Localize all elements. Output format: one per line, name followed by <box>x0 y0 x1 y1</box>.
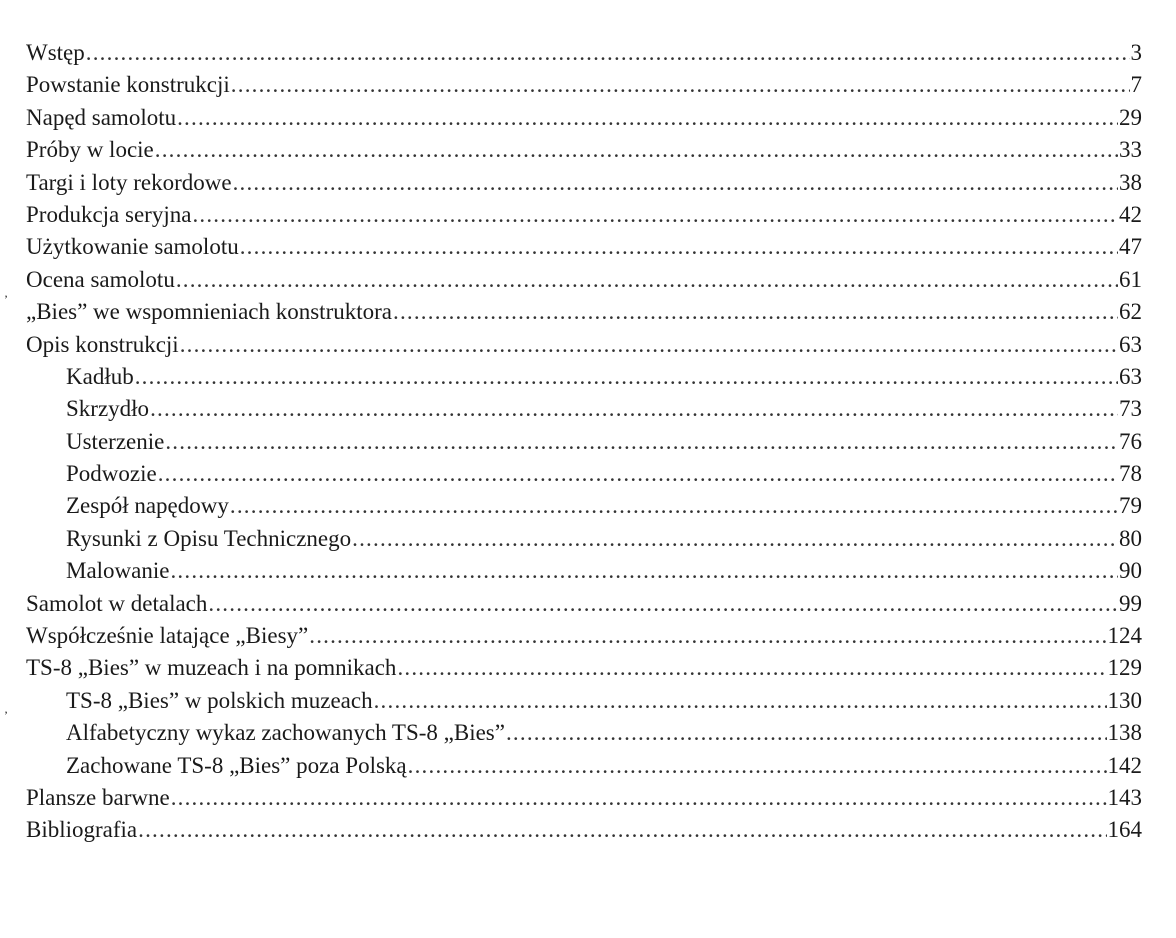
table-of-contents <box>26 37 1142 847</box>
toc-subentry <box>26 717 1142 749</box>
toc-entry-title: Współcześnie latające „Biesy” <box>26 623 309 649</box>
toc-entry-title: Ocena samolotu <box>26 266 175 292</box>
toc-entry-title: Samolot w detalach <box>26 590 208 616</box>
toc-subentry <box>26 685 1142 717</box>
toc-entry-title: Malowanie <box>66 558 170 584</box>
toc-entry-title: Usterzenie <box>66 428 165 454</box>
toc-entry-page: 33 <box>1119 137 1142 163</box>
toc-entry-page: 99 <box>1119 590 1142 616</box>
toc-entry-title: Opis konstrukcji <box>26 331 179 357</box>
dot-leader <box>155 134 1118 166</box>
dot-leader <box>170 555 1118 587</box>
toc-entry <box>26 199 1142 231</box>
toc-entry <box>26 588 1142 620</box>
toc-entry-page: 79 <box>1119 493 1142 519</box>
toc-entry-page: 130 <box>1107 687 1142 713</box>
toc-entry <box>26 69 1142 101</box>
toc-entry-page: 73 <box>1119 396 1142 422</box>
toc-entry <box>26 264 1142 296</box>
toc-entry-page: 63 <box>1119 363 1142 389</box>
dot-leader <box>176 264 1118 296</box>
dot-leader <box>240 231 1118 263</box>
toc-entry-page: 62 <box>1119 299 1142 325</box>
toc-entry-title: Alfabetyczny wykaz zachowanych TS-8 „Bies” <box>66 720 505 746</box>
toc-entry-page: 76 <box>1119 428 1142 454</box>
toc-entry <box>26 102 1142 134</box>
toc-subentry <box>26 523 1142 555</box>
toc-subentry <box>26 458 1142 490</box>
dot-leader <box>150 393 1118 425</box>
dot-leader <box>208 588 1118 620</box>
dot-leader <box>374 685 1107 717</box>
toc-entry-title: TS-8 „Bies” w polskich muzeach <box>66 687 373 713</box>
toc-entry <box>26 620 1142 652</box>
dot-leader <box>158 458 1118 490</box>
dot-leader <box>230 490 1118 522</box>
toc-entry-title: „Bies” we wspomnieniach konstruktora <box>26 299 392 325</box>
toc-entry-title: Podwozie <box>66 461 157 487</box>
toc-entry-title: TS-8 „Bies” w muzeach i na pomnikach <box>26 655 397 681</box>
toc-entry-page: 143 <box>1107 784 1142 810</box>
toc-entry-page: 138 <box>1107 720 1142 746</box>
toc-subentry <box>26 750 1142 782</box>
toc-entry-title: Wstęp <box>26 40 85 65</box>
toc-entry-page: 42 <box>1119 201 1142 227</box>
toc-entry-title: Targi i loty rekordowe <box>26 169 232 195</box>
toc-entry-page: 142 <box>1107 752 1142 778</box>
toc-entry-page: 78 <box>1119 461 1142 487</box>
toc-entry <box>26 231 1142 263</box>
toc-entry-title: Napęd samolotu <box>26 104 177 130</box>
dot-leader <box>86 37 1130 69</box>
toc-entry-page: 61 <box>1119 266 1142 292</box>
toc-subentry <box>26 393 1142 425</box>
toc-entry-title: Użytkowanie samolotu <box>26 234 239 260</box>
dot-leader <box>233 167 1118 199</box>
scan-speck: ’ <box>4 708 8 722</box>
dot-leader <box>408 750 1107 782</box>
dot-leader <box>231 69 1130 101</box>
toc-entry <box>26 37 1142 69</box>
toc-entry-page: 90 <box>1119 558 1142 584</box>
dot-leader <box>506 717 1107 749</box>
toc-entry-title: Plansze barwne <box>26 784 170 810</box>
toc-entry <box>26 782 1142 814</box>
toc-entry-page: 63 <box>1119 331 1142 357</box>
toc-entry-page: 164 <box>1107 817 1142 843</box>
toc-entry-title: Bibliografia <box>26 817 138 843</box>
toc-entry <box>26 814 1142 846</box>
toc-subentry <box>26 490 1142 522</box>
toc-entry <box>26 296 1142 328</box>
dot-leader <box>165 426 1118 458</box>
toc-subentry <box>26 555 1142 587</box>
dot-leader <box>171 782 1107 814</box>
toc-entry-title: Rysunki z Opisu Technicznego <box>66 525 352 551</box>
dot-leader <box>180 329 1118 361</box>
toc-subentry <box>26 426 1142 458</box>
toc-entry <box>26 329 1142 361</box>
toc-entry-title: Kadłub <box>66 363 134 389</box>
toc-entry <box>26 134 1142 166</box>
toc-entry-page: 29 <box>1119 104 1142 130</box>
toc-entry <box>26 167 1142 199</box>
dot-leader <box>397 652 1106 684</box>
toc-entry-title: Skrzydło <box>66 396 150 422</box>
dot-leader <box>393 296 1118 328</box>
dot-leader <box>192 199 1118 231</box>
toc-subentry <box>26 361 1142 393</box>
toc-entry-title: Zachowane TS-8 „Bies” poza Polską <box>66 752 407 778</box>
scan-speck: ’ <box>4 292 8 306</box>
dot-leader <box>138 814 1106 846</box>
toc-entry <box>26 652 1142 684</box>
toc-entry-page: 129 <box>1107 655 1142 681</box>
toc-entry-page: 124 <box>1107 623 1142 649</box>
toc-entry-title: Produkcja seryjna <box>26 201 192 227</box>
toc-entry-title: Próby w locie <box>26 137 154 163</box>
toc-entry-title: Zespół napędowy <box>66 493 229 519</box>
toc-entry-page: 80 <box>1119 525 1142 551</box>
dot-leader <box>352 523 1118 555</box>
dot-leader <box>135 361 1118 393</box>
toc-entry-page: 47 <box>1119 234 1142 260</box>
toc-entry-page: 7 <box>1130 72 1142 98</box>
toc-entry-page: 38 <box>1119 169 1142 195</box>
toc-entry-page: 3 <box>1130 40 1142 65</box>
dot-leader <box>309 620 1106 652</box>
toc-entry-title: Powstanie konstrukcji <box>26 72 230 98</box>
dot-leader <box>177 102 1118 134</box>
